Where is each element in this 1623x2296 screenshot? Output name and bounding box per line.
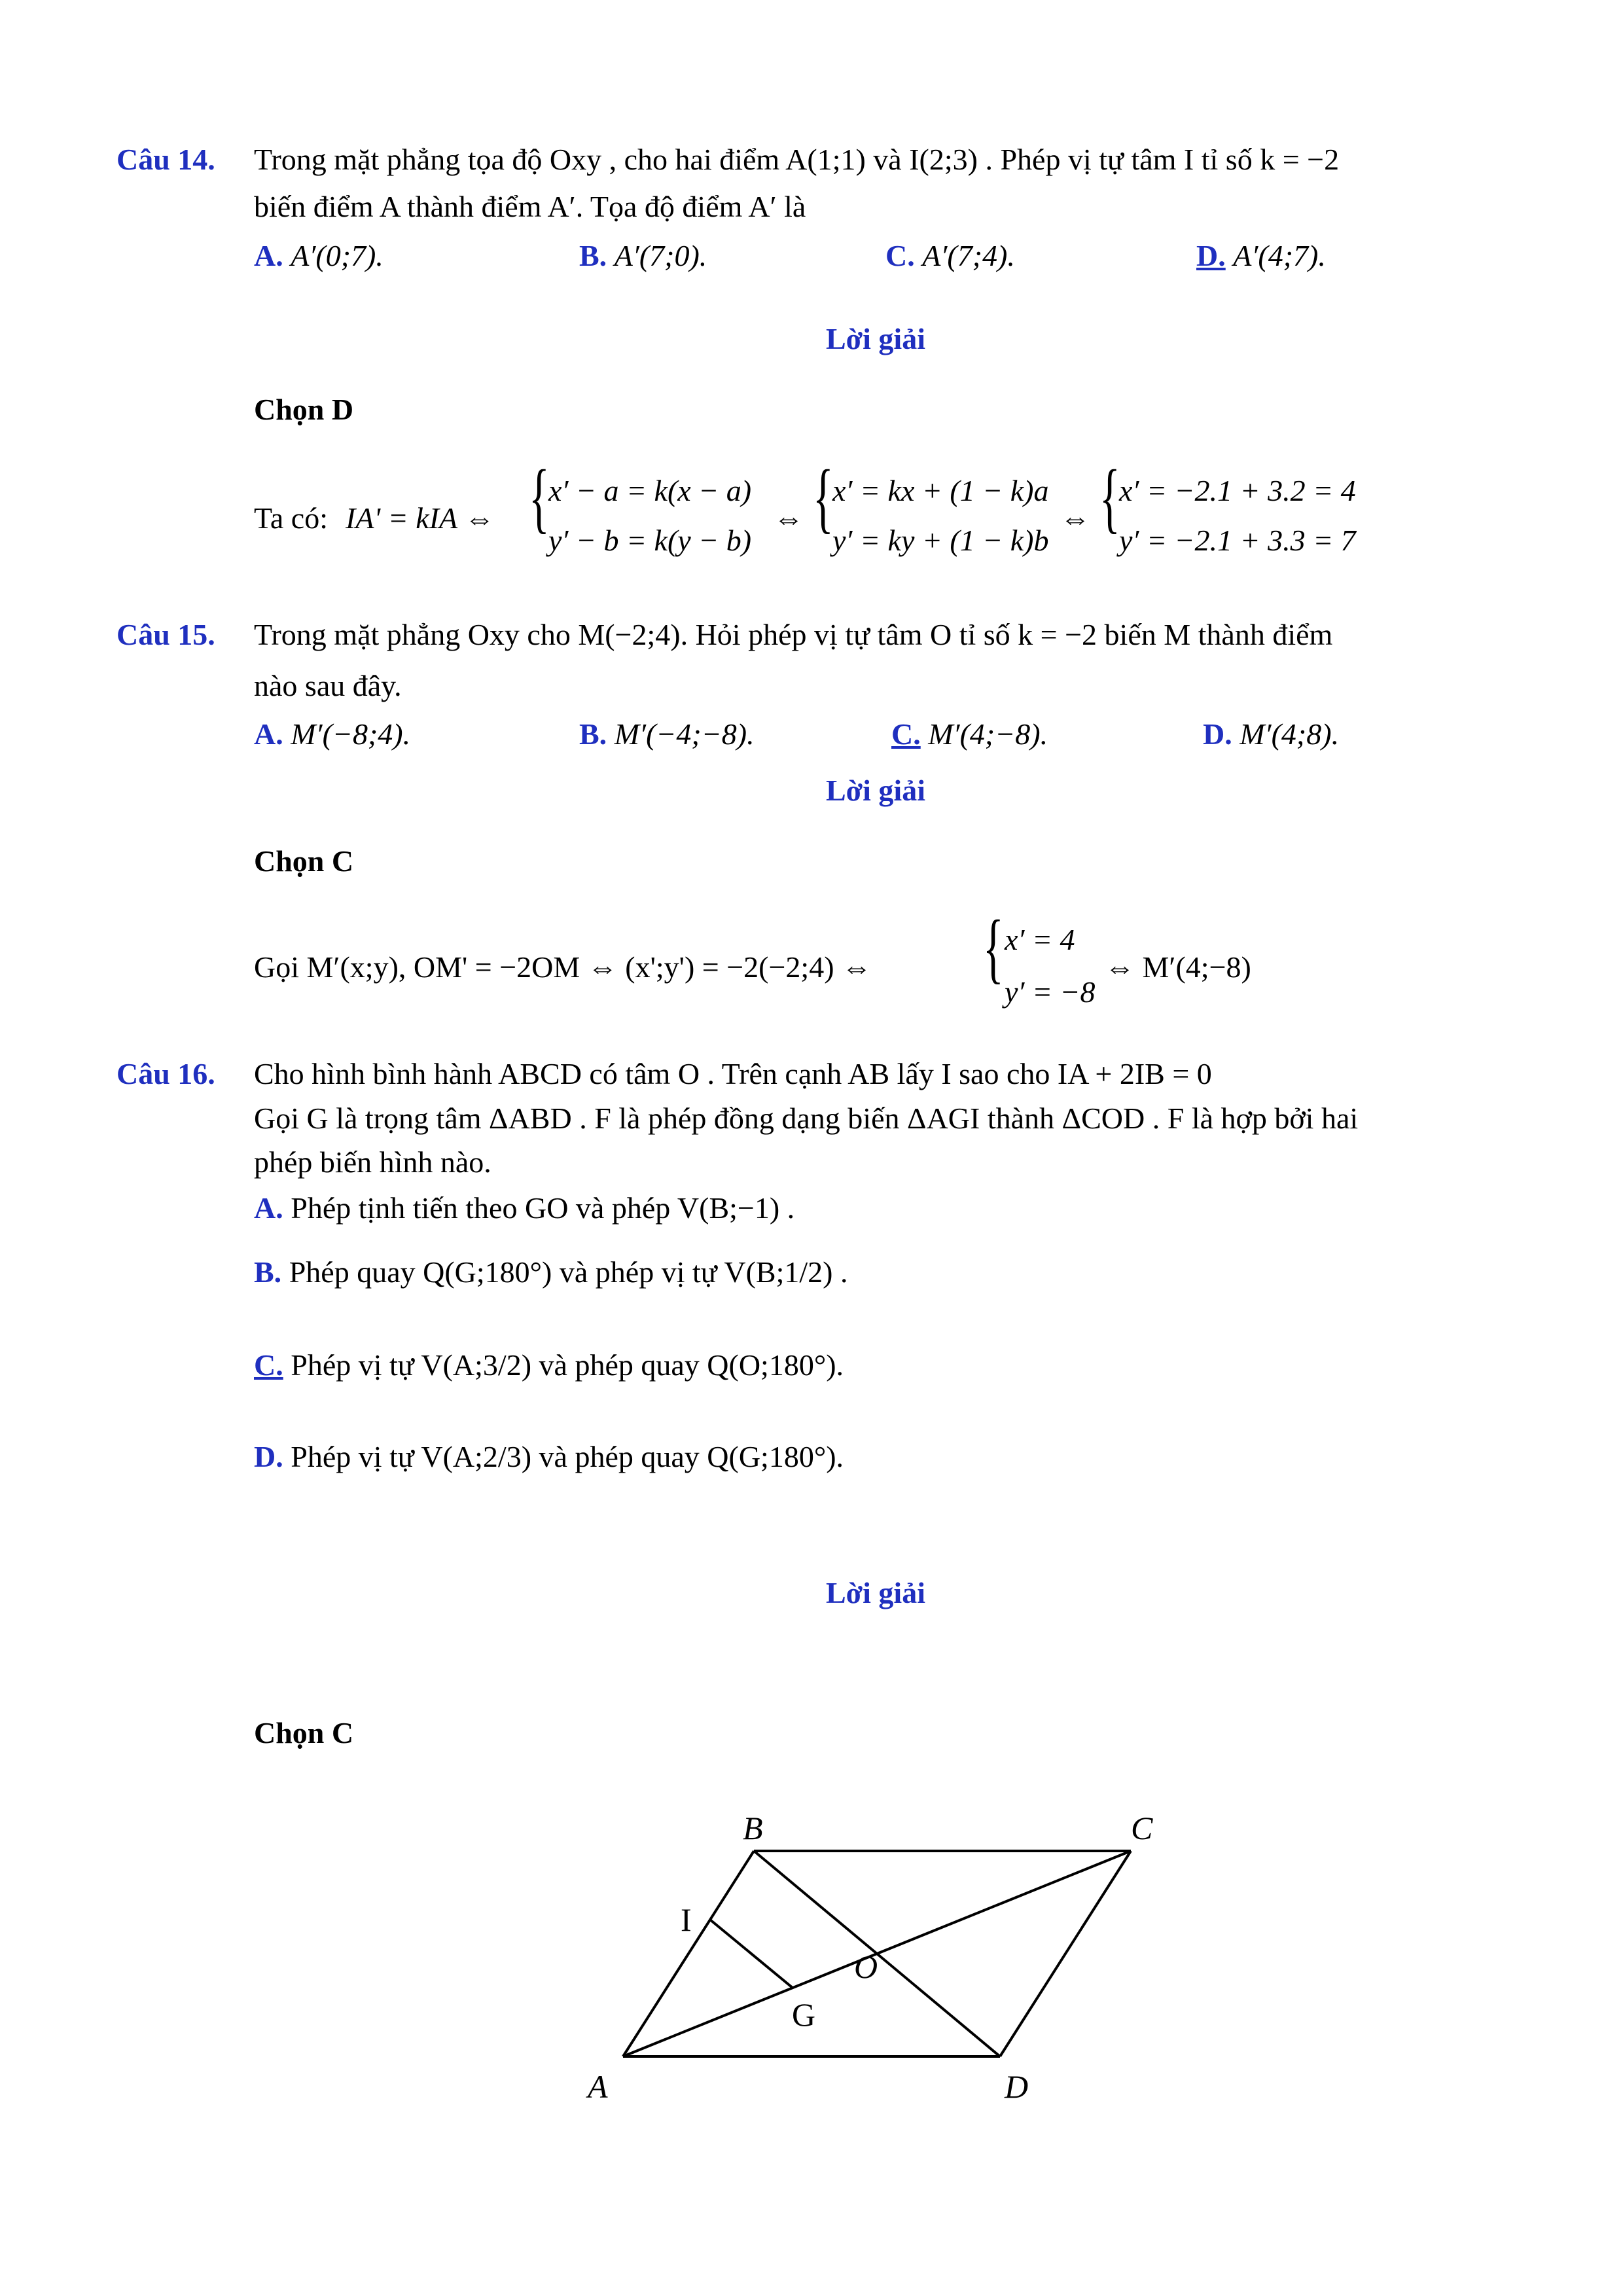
option-text: A′(7;0).	[614, 239, 707, 272]
q15-sys-line1: x′ = 4	[1005, 923, 1075, 956]
option-letter: B.	[254, 1255, 282, 1289]
q14-sys1-line2: y′ − b = k(y − b)	[548, 524, 752, 557]
q16-choose: Chọn C	[254, 1716, 354, 1749]
q15-text-line2: nào sau đây.	[254, 669, 402, 702]
q15-text-line1: Trong mặt phẳng Oxy cho M(−2;4). Hỏi phép vị tự tâm O tỉ số k = −2 biến M thành điểm	[254, 618, 1333, 651]
q16-label: Câu 16.	[116, 1057, 215, 1090]
q15-sys-line2: y′ = −8	[1005, 975, 1096, 1009]
option-letter: A.	[254, 1191, 283, 1225]
label-a: A	[588, 2068, 608, 2105]
option-text: Phép tịnh tiến theo GO và phép V(B;−1) .	[291, 1191, 795, 1225]
edge-ab	[623, 1851, 754, 2056]
q15-label: Câu 15.	[116, 618, 215, 651]
q16-text-line2: Gọi G là trọng tâm ΔABD . F là phép đồng dạng biến ΔAGI thành ΔCOD . F là hợp bởi hai	[254, 1102, 1359, 1135]
option-text: M′(−8;4).	[291, 717, 411, 751]
option-text: M′(−4;−8).	[614, 717, 755, 751]
q15-solution-title: Lời giải	[826, 774, 925, 807]
q14-sys2-line1: x′ = kx + (1 − k)a	[832, 474, 1049, 507]
option-text: M′(4;−8).	[928, 717, 1048, 751]
q14-sys3-line1: x′ = −2.1 + 3.2 = 4	[1119, 474, 1356, 507]
q14-iff-2: ⇔	[1060, 501, 1090, 535]
option-letter: A.	[254, 239, 283, 272]
q16-text-line3: phép biến hình nào.	[254, 1145, 491, 1179]
q16-solution-title: Lời giải	[826, 1576, 925, 1609]
q14-work-prefix: Ta có:	[254, 501, 329, 535]
q14-solution-title: Lời giải	[826, 322, 925, 355]
option-letter-correct: C.	[254, 1348, 283, 1382]
option-text: A′(4;7).	[1233, 239, 1326, 272]
option-letter: D.	[1203, 717, 1232, 751]
q16-text-line1: Cho hình bình hành ABCD có tâm O . Trên cạnh AB lấy I sao cho IA + 2IB = 0	[254, 1057, 1212, 1090]
label-d: D	[1005, 2068, 1029, 2105]
q14-work-vector: IA' = kIA ⇔	[346, 501, 495, 535]
label-o: O	[854, 1948, 878, 1985]
option-text: Phép quay Q(G;180°) và phép vị tự V(B;1/2) .	[289, 1255, 848, 1289]
edge-cd	[1000, 1851, 1131, 2056]
option-letter-correct: C.	[891, 717, 921, 751]
option-letter: B.	[579, 239, 607, 272]
left-brace-icon: {	[983, 904, 1004, 991]
q15-choose: Chọn C	[254, 844, 354, 878]
label-g: G	[792, 1996, 816, 2033]
left-brace-icon: {	[813, 454, 834, 541]
option-letter: B.	[579, 717, 607, 751]
q14-iff-1: ⇔	[774, 501, 804, 535]
option-letter: A.	[254, 717, 283, 751]
q14-text-line2: biến điểm A thành điểm A′. Tọa độ điểm A′ là	[254, 190, 806, 223]
option-text: A′(7;4).	[922, 239, 1015, 272]
segment-ig	[710, 1920, 793, 1988]
q15-work-prefix: Gọi M′(x;y), OM' = −2OM ⇔ (x';y') = −2(−2;4) ⇔	[254, 950, 872, 984]
option-text: Phép vị tự V(A;3/2) và phép quay Q(O;180°).	[291, 1348, 844, 1382]
q14-text-line1: Trong mặt phẳng tọa độ Oxy , cho hai điểm A(1;1) và I(2;3) . Phép vị tự tâm I tỉ số k = −2	[254, 143, 1340, 176]
option-letter: C.	[885, 239, 915, 272]
label-b: B	[743, 1810, 763, 1846]
q14-choose: Chọn D	[254, 393, 354, 426]
q15-work-suffix: ⇔ M′(4;−8)	[1105, 950, 1251, 984]
q14-sys2-line2: y′ = ky + (1 − k)b	[832, 524, 1049, 557]
q14-sys3-line2: y′ = −2.1 + 3.3 = 7	[1119, 524, 1356, 557]
option-text: Phép vị tự V(A;2/3) và phép quay Q(G;180°).	[291, 1440, 844, 1473]
option-text: M′(4;8).	[1240, 717, 1340, 751]
option-letter-correct: D.	[1196, 239, 1226, 272]
option-text: A′(0;7).	[291, 239, 383, 272]
q14-label: Câu 14.	[116, 143, 215, 176]
label-c: C	[1131, 1810, 1153, 1846]
left-brace-icon: {	[1099, 454, 1120, 541]
option-letter: D.	[254, 1440, 283, 1473]
label-i: I	[681, 1901, 692, 1938]
left-brace-icon: {	[529, 454, 550, 541]
q14-sys1-line1: x′ − a = k(x − a)	[548, 474, 752, 507]
